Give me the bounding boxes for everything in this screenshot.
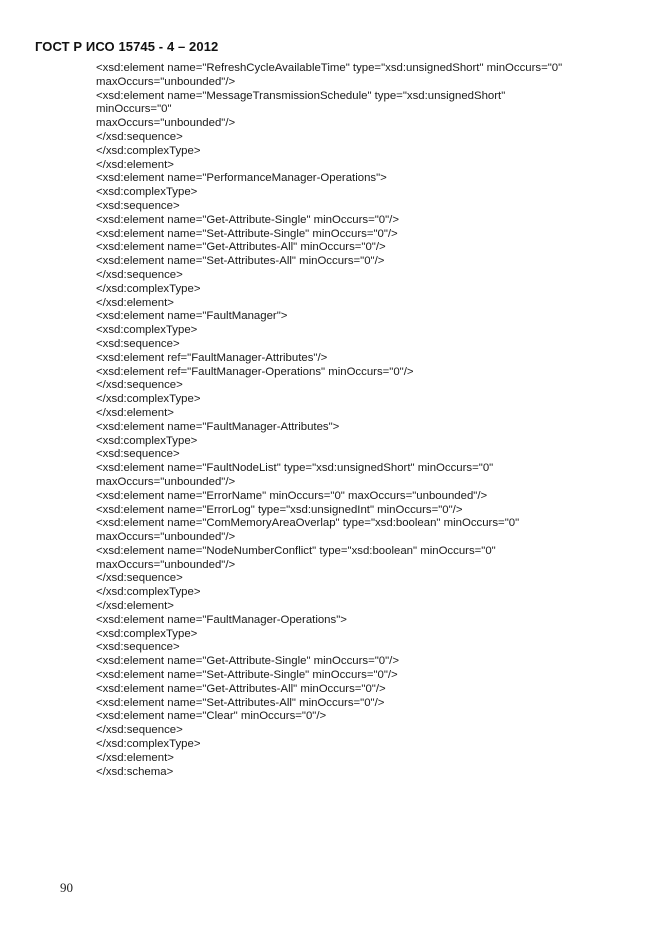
- code-line: </xsd:schema>: [96, 765, 174, 778]
- xsd-code-listing: [96, 62, 562, 793]
- code-line: <xsd:element name="ComMemoryAreaOverlap" type="xsd:boolean" minOccurs="0": [96, 517, 520, 530]
- code-line: </xsd:element>: [96, 296, 174, 309]
- code-line: <xsd:element name="PerformanceManager-Operations">: [96, 172, 387, 185]
- code-line: <xsd:element name="FaultNodeList" type="xsd:unsignedShort" minOccurs="0": [96, 462, 494, 475]
- code-line: <xsd:element ref="FaultManager-Attributes"/>: [96, 351, 328, 364]
- code-line: <xsd:sequence>: [96, 448, 180, 461]
- code-line: </xsd:sequence>: [96, 130, 183, 143]
- code-line: <xsd:complexType>: [96, 627, 198, 640]
- code-line: </xsd:element>: [96, 600, 174, 613]
- code-line: <xsd:sequence>: [96, 641, 180, 654]
- code-line: <xsd:element name="NodeNumberConflict" type="xsd:boolean" minOccurs="0": [96, 544, 496, 557]
- document-header: ГОСТ Р ИСО 15745 - 4 – 2012: [35, 39, 219, 54]
- code-line: [96, 779, 562, 793]
- code-line: <xsd:element name="ErrorName" minOccurs="0" maxOccurs="unbounded"/>: [96, 489, 488, 502]
- code-line: <xsd:element name="RefreshCycleAvailableTime" type="xsd:unsignedShort" minOccurs="0": [96, 62, 563, 74]
- code-line: <xsd:complexType>: [96, 434, 198, 447]
- code-line: <xsd:element name="Set-Attributes-All" minOccurs="0"/>: [96, 696, 385, 709]
- code-line: </xsd:complexType>: [96, 393, 201, 406]
- code-line: minOccurs="0": [96, 103, 172, 116]
- code-line: <xsd:element name="FaultManager">: [96, 310, 288, 323]
- code-line: <xsd:complexType>: [96, 324, 198, 337]
- code-line: <xsd:element name="Clear" minOccurs="0"/>: [96, 710, 327, 723]
- code-line: <xsd:sequence>: [96, 199, 180, 212]
- code-line: </xsd:element>: [96, 158, 174, 171]
- code-line: </xsd:sequence>: [96, 268, 183, 281]
- code-line: <xsd:sequence>: [96, 337, 180, 350]
- code-line: </xsd:complexType>: [96, 144, 201, 157]
- code-line: <xsd:element name="ErrorLog" type="xsd:unsignedInt" minOccurs="0"/>: [96, 503, 463, 516]
- code-line: <xsd:element name="Get-Attributes-All" minOccurs="0"/>: [96, 682, 386, 695]
- code-line: </xsd:complexType>: [96, 282, 201, 295]
- code-line: maxOccurs="unbounded"/>: [96, 558, 236, 571]
- code-line: </xsd:element>: [96, 751, 174, 764]
- code-line: <xsd:element name="Set-Attributes-All" minOccurs="0"/>: [96, 255, 385, 268]
- code-line: <xsd:element name="FaultManager-Operations">: [96, 613, 347, 626]
- code-line: <xsd:element name="Get-Attribute-Single" minOccurs="0"/>: [96, 655, 399, 668]
- code-line: <xsd:element name="Set-Attribute-Single" minOccurs="0"/>: [96, 669, 398, 682]
- code-line: <xsd:element ref="FaultManager-Operations" minOccurs="0"/>: [96, 365, 414, 378]
- code-line: </xsd:complexType>: [96, 738, 201, 751]
- code-line: <xsd:complexType>: [96, 186, 198, 199]
- code-line: maxOccurs="unbounded"/>: [96, 117, 236, 130]
- code-line: <xsd:element name="Get-Attributes-All" minOccurs="0"/>: [96, 241, 386, 254]
- code-line: </xsd:element>: [96, 406, 174, 419]
- code-line: maxOccurs="unbounded"/>: [96, 475, 236, 488]
- page-number: 90: [60, 880, 73, 895]
- code-line: maxOccurs="unbounded"/>: [96, 75, 236, 88]
- code-line: maxOccurs="unbounded"/>: [96, 531, 236, 544]
- code-line: <xsd:element name="Set-Attribute-Single" minOccurs="0"/>: [96, 227, 398, 240]
- code-line: <xsd:element name="Get-Attribute-Single" minOccurs="0"/>: [96, 213, 399, 226]
- code-line: </xsd:sequence>: [96, 724, 183, 737]
- code-line: </xsd:sequence>: [96, 379, 183, 392]
- code-line: </xsd:complexType>: [96, 586, 201, 599]
- code-line: </xsd:sequence>: [96, 572, 183, 585]
- code-line: <xsd:element name="MessageTransmissionSchedule" type="xsd:unsignedShort": [96, 89, 506, 102]
- code-line: <xsd:element name="FaultManager-Attributes">: [96, 420, 340, 433]
